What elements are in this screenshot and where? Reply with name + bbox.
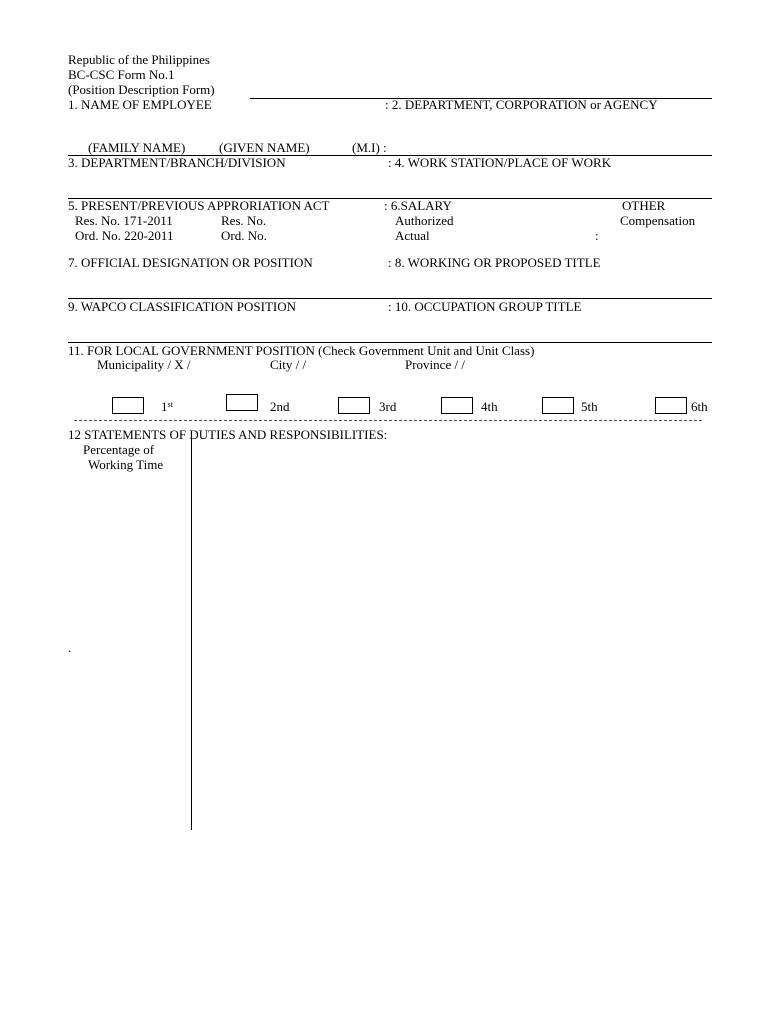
label-appropriation-act: 5. PRESENT/PREVIOUS APPRORIATION ACT [68,198,330,213]
header-republic: Republic of the Philippines [68,52,210,67]
ord-no-value: Ord. No. 220-2011 [75,228,174,243]
checkbox-6th-class[interactable] [655,397,687,414]
label-municipality: Municipality / X / [97,357,191,372]
label-local-government: 11. FOR LOCAL GOVERNMENT POSITION (Check Government Unit and Unit Class) [68,343,535,358]
colon-mark: : [595,228,599,243]
dashed-divider [74,420,702,421]
label-working-time: Working Time [88,457,164,472]
label-province: Province / / [405,357,465,372]
label-department-branch: 3. DEPARTMENT/BRANCH/DIVISION [68,155,286,170]
label-2nd-class: 2nd [270,399,290,414]
res-no-label: Res. No. [221,213,267,228]
res-no-value: Res. No. 171-2011 [75,213,173,228]
label-percentage-of: Percentage of [83,442,155,457]
divider-line [250,98,712,99]
duties-column-divider [191,437,192,830]
checkbox-3rd-class[interactable] [338,397,370,414]
label-department-agency: : 2. DEPARTMENT, CORPORATION or AGENCY [385,97,658,112]
label-other: OTHER [622,198,666,213]
label-3rd-class: 3rd [379,399,397,414]
stray-dot: . [68,640,72,655]
label-actual: Actual [395,228,430,243]
label-statements-of-duties: 12 STATEMENTS OF DUTIES AND RESPONSIBILITIES: [68,427,388,442]
label-compensation: Compensation [620,213,696,228]
label-4th-class: 4th [481,399,498,414]
label-name-of-employee: 1. NAME OF EMPLOYEE [68,97,212,112]
checkbox-1st-class[interactable] [112,397,144,414]
label-middle-initial: (M.I) : [352,140,387,155]
label-wapco-classification: 9. WAPCO CLASSIFICATION POSITION [68,299,297,314]
label-work-station: : 4. WORK STATION/PLACE OF WORK [388,155,612,170]
label-working-title: : 8. WORKING OR PROPOSED TITLE [388,255,601,270]
label-6th-class: 6th [691,399,708,414]
label-1st-class: 1st [161,399,173,414]
label-occupation-group: : 10. OCCUPATION GROUP TITLE [388,299,582,314]
label-family-name: (FAMILY NAME) [88,140,186,155]
ord-no-label: Ord. No. [221,228,267,243]
label-5th-class: 5th [581,399,598,414]
header-form-number: BC-CSC Form No.1 [68,67,175,82]
label-city: City / / [270,357,307,372]
checkbox-4th-class[interactable] [441,397,473,414]
label-authorized: Authorized [395,213,454,228]
header-form-title: (Position Description Form) [68,82,215,97]
label-given-name: (GIVEN NAME) [219,140,310,155]
checkbox-2nd-class[interactable] [226,394,258,411]
checkbox-5th-class[interactable] [542,397,574,414]
label-official-designation: 7. OFFICIAL DESIGNATION OR POSITION [68,255,313,270]
label-salary: : 6.SALARY [384,198,452,213]
